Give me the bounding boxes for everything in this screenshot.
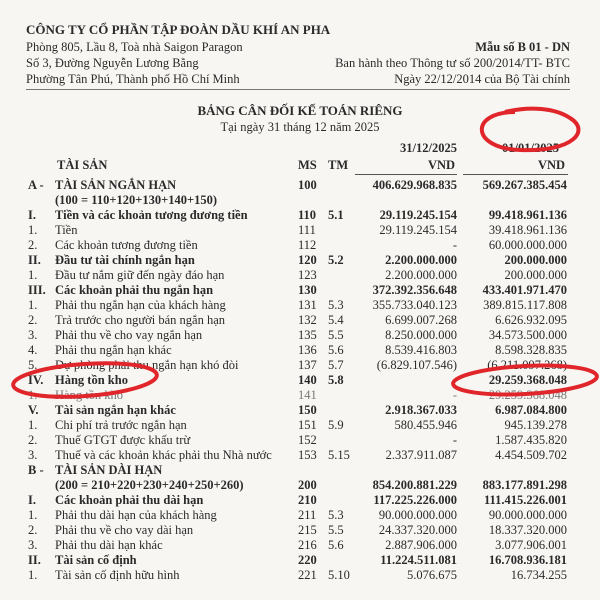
row-label: (100 = 110+120+130+140+150) <box>55 193 217 207</box>
row-value-2025-12-31: - <box>452 238 457 252</box>
regulation-date: Ngày 22/12/2014 của Bộ Tài chính <box>394 72 570 86</box>
row-value-2025-12-31: 90.000.000.000 <box>378 508 457 522</box>
row-ms-code: 215 <box>298 523 317 537</box>
header-divider <box>26 89 570 90</box>
row-value-2025-01-01: 1.587.435.820 <box>495 433 567 447</box>
column-date-1: 31/12/2025 <box>400 141 457 155</box>
row-value-2025-01-01: 389.815.117.808 <box>483 298 567 312</box>
row-value-2025-12-31: 372.392.356.648 <box>372 283 457 297</box>
row-value-2025-01-01: 16.708.936.181 <box>488 553 567 567</box>
row-note: 5.3 <box>328 298 344 312</box>
row-number: II. <box>28 553 41 567</box>
row-value-2025-01-01: 569.267.385.454 <box>482 178 567 192</box>
row-value-2025-01-01: 34.573.500.000 <box>488 328 567 342</box>
row-ms-code: 110 <box>298 208 317 222</box>
table-row <box>0 388 600 403</box>
column-tm: TM <box>328 158 349 172</box>
row-value-2025-12-31: - <box>452 433 457 447</box>
row-label: Phải thu về cho vay dài hạn <box>55 523 194 537</box>
row-ms-code: 153 <box>298 448 317 462</box>
row-value-2025-12-31: 406.629.968.835 <box>372 178 457 192</box>
row-value-2025-01-01: 60.000.000.000 <box>488 238 567 252</box>
row-label: Thuế GTGT được khấu trừ <box>55 433 191 447</box>
row-label: Tài sản cố định <box>55 553 137 567</box>
row-label: Tiền <box>55 223 78 237</box>
row-ms-code: 141 <box>298 388 317 402</box>
table-row <box>0 418 600 433</box>
table-row <box>0 343 600 358</box>
row-number: V. <box>28 403 39 417</box>
row-value-2025-01-01: 3.077.906.001 <box>495 538 567 552</box>
row-value-2025-12-31: 2.200.000.000 <box>385 253 457 267</box>
row-label: Thuế và các khoản khác phải thu Nhà nước <box>55 448 272 462</box>
row-value-2025-01-01: 29.259.368.048 <box>488 373 567 387</box>
row-number: 1. <box>28 508 38 522</box>
table-row <box>0 508 600 523</box>
row-ms-code: 151 <box>298 418 317 432</box>
row-value-2025-12-31: 24.337.320.000 <box>378 523 457 537</box>
row-value-2025-12-31: 8.539.416.803 <box>385 343 457 357</box>
row-ms-code: 221 <box>298 568 317 582</box>
row-label: Tài sản ngắn hạn khác <box>55 403 176 417</box>
address-line-3: Phường Tân Phú, Thành phố Hồ Chí Minh <box>26 72 240 86</box>
row-label: Phải thu dài hạn của khách hàng <box>55 508 217 522</box>
row-value-2025-01-01: 8.598.328.835 <box>495 343 567 357</box>
row-number: A - <box>28 178 44 192</box>
table-row <box>0 568 600 583</box>
row-value-2025-01-01: 16.734.255 <box>510 568 567 582</box>
row-number: 1. <box>28 388 38 402</box>
row-number: 4. <box>28 343 38 357</box>
regulation: Ban hành theo Thông tư số 200/2014/TT- BTC <box>335 56 570 70</box>
table-row <box>0 493 600 508</box>
row-value-2025-01-01: 29.259.368.048 <box>488 388 567 402</box>
row-value-2025-01-01: 6.987.084.800 <box>495 403 567 417</box>
row-number: III. <box>28 283 46 297</box>
row-ms-code: 211 <box>298 508 317 522</box>
table-row <box>0 193 600 208</box>
table-row <box>0 433 600 448</box>
table-row <box>0 268 600 283</box>
row-note: 5.9 <box>328 418 344 432</box>
row-ms-code: 111 <box>298 223 316 237</box>
row-label: Phải thu ngắn hạn của khách hàng <box>55 298 226 312</box>
table-row <box>0 553 600 568</box>
table-row <box>0 523 600 538</box>
row-label: TÀI SẢN NGẮN HẠN <box>55 178 177 192</box>
row-note: 5.10 <box>328 568 350 582</box>
report-title: BẢNG CÂN ĐỐI KẾ TOÁN RIÊNG <box>197 103 403 118</box>
row-value-2025-12-31: 8.250.000.000 <box>385 328 457 342</box>
table-row <box>0 403 600 418</box>
company-name: CÔNG TY CỔ PHẦN TẬP ĐOÀN DẦU KHÍ AN PHA <box>26 22 331 37</box>
row-label: Phải thu ngắn hạn khác <box>55 343 172 357</box>
row-ms-code: 200 <box>298 478 317 492</box>
column-unit-2: VND <box>538 158 566 172</box>
row-number: IV. <box>28 373 44 387</box>
row-number: 1. <box>28 568 38 582</box>
row-value-2025-01-01: 90.000.000.000 <box>488 508 567 522</box>
table-row <box>0 373 600 388</box>
row-label: Phải thu dài hạn khác <box>55 538 163 552</box>
row-ms-code: 216 <box>298 538 317 552</box>
row-value-2025-12-31: 2.200.000.000 <box>385 268 457 282</box>
table-row <box>0 208 600 223</box>
row-number: B - <box>28 463 44 477</box>
row-number: 3. <box>28 538 38 552</box>
row-label: Trả trước cho người bán ngắn hạn <box>55 313 226 327</box>
row-value-2025-01-01: 39.418.961.136 <box>488 223 567 237</box>
row-number: 3. <box>28 448 38 462</box>
row-note: 5.6 <box>328 343 344 357</box>
row-label: Các khoản tương đương tiền <box>55 238 198 252</box>
row-ms-code: 140 <box>298 373 317 387</box>
row-value-2025-01-01: 883.177.891.298 <box>482 478 567 492</box>
column-underline-2 <box>463 174 568 175</box>
row-value-2025-01-01: 18.337.320.000 <box>488 523 567 537</box>
row-label: TÀI SẢN DÀI HẠN <box>55 463 163 477</box>
row-number: 1. <box>28 268 38 282</box>
table-row <box>0 178 600 193</box>
row-ms-code: 132 <box>298 313 317 327</box>
table-row <box>0 538 600 553</box>
row-label: (200 = 210+220+230+240+250+260) <box>55 478 244 492</box>
column-date-2: 01/01/2025 <box>502 141 559 155</box>
row-label: Chi phí trả trước ngắn hạn <box>55 418 187 432</box>
row-number: 1. <box>28 418 38 432</box>
column-assets: TÀI SẢN <box>57 158 108 172</box>
row-number: 2. <box>28 313 38 327</box>
row-label: Hàng tồn kho <box>55 373 128 387</box>
row-number: 3. <box>28 328 38 342</box>
row-value-2025-12-31: 6.699.007.268 <box>385 313 457 327</box>
row-ms-code: 150 <box>298 403 317 417</box>
row-value-2025-12-31: 2.918.367.033 <box>385 403 457 417</box>
row-label: Tiền và các khoản tương đương tiền <box>55 208 248 222</box>
row-value-2025-01-01: 200.000.000 <box>504 253 567 267</box>
row-value-2025-12-31: 11.224.511.081 <box>380 553 457 567</box>
row-label: Hàng tồn kho <box>55 388 124 402</box>
row-note: 5.1 <box>328 208 344 222</box>
row-value-2025-12-31: 29.119.245.154 <box>379 223 457 237</box>
row-number: I. <box>28 208 36 222</box>
table-row <box>0 313 600 328</box>
row-label: Dự phòng phải thu ngắn hạn khó đòi <box>55 358 239 372</box>
row-note: 5.8 <box>328 373 344 387</box>
row-number: 2. <box>28 523 38 537</box>
row-value-2025-01-01: 99.418.961.136 <box>488 208 567 222</box>
table-row <box>0 253 600 268</box>
report-subtitle: Tại ngày 31 tháng 12 năm 2025 <box>220 120 380 134</box>
row-note: 5.2 <box>328 253 344 267</box>
row-value-2025-12-31: 117.225.226.000 <box>373 493 457 507</box>
row-value-2025-12-31: 355.733.040.123 <box>372 298 457 312</box>
row-ms-code: 152 <box>298 433 317 447</box>
row-note: 5.15 <box>328 448 350 462</box>
table-row <box>0 463 600 478</box>
row-label: Các khoản phải thu dài hạn <box>55 493 204 507</box>
column-underline-1 <box>355 174 457 175</box>
table-row <box>0 283 600 298</box>
row-value-2025-01-01: 6.626.932.095 <box>495 313 567 327</box>
table-row <box>0 478 600 493</box>
row-number: II. <box>28 253 41 267</box>
table-row <box>0 328 600 343</box>
address-line-2: Số 3, Đường Nguyễn Lương Bằng <box>26 56 199 70</box>
row-value-2025-01-01: 4.454.509.702 <box>495 448 567 462</box>
row-value-2025-12-31: 2.337.911.087 <box>385 448 457 462</box>
row-value-2025-01-01: 433.401.971.470 <box>482 283 567 297</box>
row-note: 5.6 <box>328 538 344 552</box>
row-value-2025-12-31: 580.455.946 <box>394 418 457 432</box>
row-number: 1. <box>28 298 38 312</box>
row-ms-code: 136 <box>298 343 317 357</box>
column-unit-1: VND <box>428 158 456 172</box>
row-label: Phải thu về cho vay ngắn hạn <box>55 328 203 342</box>
row-value-2025-12-31: 5.076.675 <box>407 568 457 582</box>
form-number: Mẫu số B 01 - DN <box>475 40 570 54</box>
row-value-2025-01-01: 200.000.000 <box>504 268 567 282</box>
row-note: 5.3 <box>328 508 344 522</box>
row-value-2025-12-31: 2.887.906.000 <box>385 538 457 552</box>
row-note: 5.5 <box>328 328 344 342</box>
row-label: Các khoản phải thu ngắn hạn <box>55 283 214 297</box>
row-note: 5.4 <box>328 313 344 327</box>
table-row <box>0 358 600 373</box>
row-number: 5. <box>28 358 38 372</box>
row-note: 5.5 <box>328 523 344 537</box>
row-note: 5.7 <box>328 358 344 372</box>
row-ms-code: 123 <box>298 268 317 282</box>
row-ms-code: 112 <box>298 238 317 252</box>
row-label: Đầu tư tài chính ngắn hạn <box>55 253 195 267</box>
table-row <box>0 448 600 463</box>
table-row <box>0 298 600 313</box>
table-row <box>0 223 600 238</box>
address-line-1: Phòng 805, Lầu 8, Toà nhà Saigon Paragon <box>26 40 243 54</box>
row-value-2025-01-01: 945.139.278 <box>504 418 567 432</box>
row-value-2025-12-31: - <box>452 388 457 402</box>
row-ms-code: 137 <box>298 358 317 372</box>
row-number: 2. <box>28 238 38 252</box>
row-number: 1. <box>28 223 38 237</box>
row-value-2025-12-31: (6.829.107.546) <box>376 358 457 372</box>
row-ms-code: 131 <box>298 298 317 312</box>
row-ms-code: 100 <box>298 178 317 192</box>
row-value-2025-12-31: - <box>452 373 457 387</box>
column-ms: MS <box>298 158 317 172</box>
row-ms-code: 220 <box>298 553 317 567</box>
row-label: Tài sản cố định hữu hình <box>55 568 180 582</box>
row-ms-code: 130 <box>298 283 317 297</box>
row-number: I. <box>28 493 36 507</box>
row-value-2025-01-01: 111.415.226.001 <box>484 493 567 507</box>
row-value-2025-12-31: 29.119.245.154 <box>379 208 457 222</box>
row-value-2025-01-01: (6.211.097.268) <box>487 358 567 372</box>
row-ms-code: 135 <box>298 328 317 342</box>
row-ms-code: 120 <box>298 253 317 267</box>
row-value-2025-12-31: 854.200.881.229 <box>372 478 457 492</box>
row-label: Đầu tư nắm giữ đến ngày đáo hạn <box>55 268 225 282</box>
row-number: 2. <box>28 433 38 447</box>
table-row <box>0 238 600 253</box>
row-ms-code: 210 <box>298 493 317 507</box>
